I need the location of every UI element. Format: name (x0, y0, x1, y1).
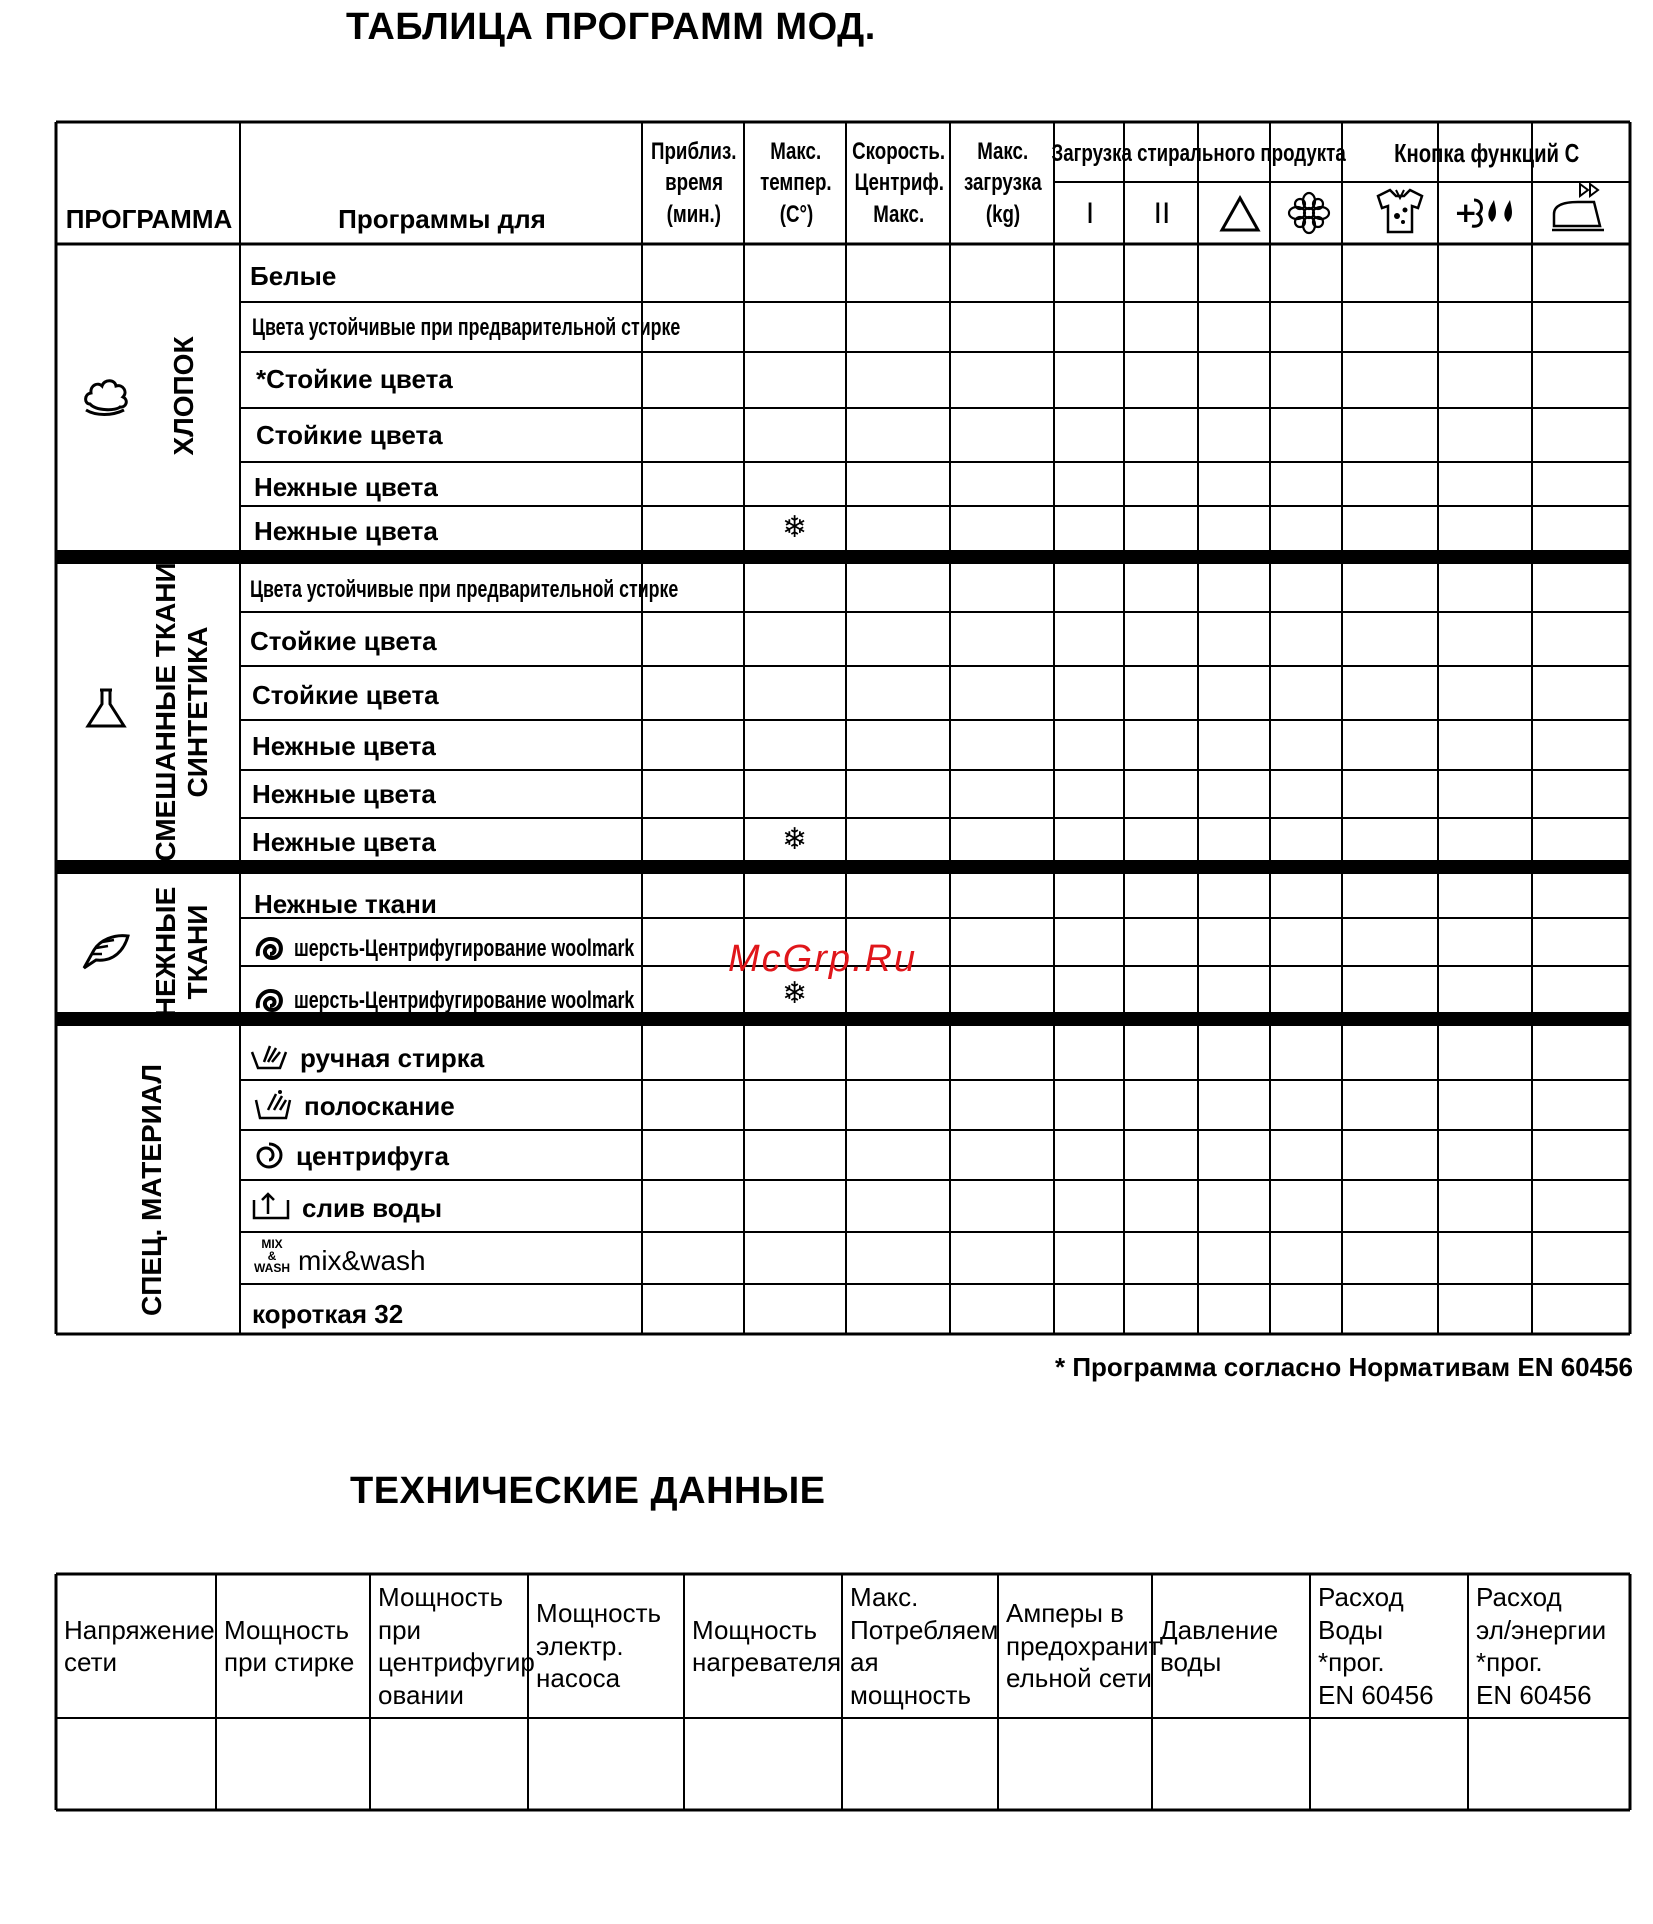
tech-header-line: воды (1160, 1647, 1222, 1677)
tech-header-line: Потребляем (850, 1614, 999, 1645)
tech-header-line: EN 60456 (1318, 1679, 1434, 1710)
tech-header-cell (536, 1574, 680, 1718)
section-synthetics-label: СМЕШАННЫЕ ТКАНИ СИНТЕТИКА (149, 562, 213, 862)
tech-header-line: мощность (850, 1679, 971, 1710)
row-label: Стойкие цвета (252, 679, 439, 710)
tech-table-title: ТЕХНИЧЕСКИЕ ДАННЫЕ (350, 1470, 826, 1512)
tech-header-line: *прог. (1476, 1647, 1543, 1677)
header-max-load: Макс. загрузка (kg) (964, 138, 1042, 228)
tech-header-line: ельной сети (1006, 1663, 1152, 1694)
tech-header-line: при (378, 1614, 422, 1645)
snowflake-icon: ❄ (782, 823, 808, 856)
tech-header-cell (850, 1574, 999, 1718)
tech-header-line: ая (850, 1647, 879, 1677)
tech-header-line: электр. (536, 1630, 624, 1661)
tech-header-line: EN 60456 (1476, 1679, 1592, 1710)
header-max-temp: Макс. темпер. (C°) (760, 138, 832, 228)
tech-header-line: при стирке (224, 1647, 355, 1677)
snowflake-icon: ❄ (782, 511, 808, 544)
tech-header-line: эл/энергии (1476, 1614, 1607, 1645)
tech-header-line: Мощность (692, 1614, 818, 1645)
header-programs-for: Программы для (338, 204, 546, 235)
row-label: Цвета устойчивые при предварительной стирке (252, 314, 681, 341)
row-label: полоскание (304, 1090, 455, 1121)
tech-header-line: Расход (1476, 1582, 1562, 1612)
row-label: Стойкие цвета (256, 419, 443, 450)
header-spin-speed: Скорость. Центриф. Макс. (852, 138, 946, 228)
row-label: Нежные цвета (252, 778, 436, 809)
watermark: McGrp.Ru (728, 938, 918, 980)
tech-header-line: насоса (536, 1663, 621, 1694)
mix-wash-icon: MIX & WASH (254, 1237, 290, 1275)
program-table-title: ТАБЛИЦА ПРОГРАММ МОД. (346, 6, 876, 48)
tech-header-line: Мощность (536, 1598, 662, 1629)
svg-text:+: + (1454, 196, 1478, 229)
tech-header-line: овании (378, 1679, 464, 1710)
tech-header-cell (692, 1574, 842, 1718)
tech-header-cell (1318, 1574, 1464, 1718)
row-label: Нежные ткани (254, 888, 437, 919)
row-label: Цвета устойчивые при предварительной стирке (250, 576, 679, 603)
row-label: Стойкие цвета (250, 625, 437, 656)
tech-header-line: Амперы в (1006, 1598, 1124, 1629)
section-special-label: СПЕЦ. МАТЕРИАЛ (135, 1064, 167, 1316)
header-function-buttons: Кнопка функций С (1394, 138, 1580, 169)
tech-header-cell (1476, 1574, 1626, 1718)
tech-header-line: Макс. (850, 1582, 919, 1612)
row-label: центрифуга (296, 1140, 449, 1171)
tech-header-cell (64, 1574, 215, 1718)
detergent-compartment-ii: II (1153, 196, 1171, 230)
row-label: Нежные цвета (252, 826, 436, 857)
tech-header-cell (224, 1574, 366, 1718)
row-label: шерсть-Центрифугирование woolmark (294, 987, 635, 1014)
tech-header-line: центрифугир (378, 1647, 535, 1677)
row-label: Белые (250, 260, 337, 291)
tech-header-line: Напряжение (64, 1614, 215, 1645)
section-cotton-label: ХЛОПОК (167, 336, 199, 456)
tech-header-cell (1160, 1574, 1306, 1718)
tech-header-line: *прог. (1318, 1647, 1385, 1677)
header-program: ПРОГРАММА (65, 204, 233, 235)
row-label: слив воды (302, 1192, 443, 1223)
row-label: *Стойкие цвета (256, 363, 453, 394)
tech-header-line: Мощность (378, 1582, 504, 1612)
row-label: Нежные цвета (254, 515, 438, 546)
header-approx-time: Приблиз. время (мин.) (651, 138, 737, 228)
tech-header-cell (1006, 1574, 1161, 1718)
tech-header-line: Мощность (224, 1614, 350, 1645)
tech-header-line: сети (64, 1647, 118, 1677)
row-label: короткая 32 (252, 1298, 404, 1329)
tech-header-line: Расход (1318, 1582, 1404, 1612)
snowflake-icon: ❄ (782, 977, 808, 1010)
detergent-compartment-i: I (1085, 196, 1095, 230)
tech-header-line: предохранит (1006, 1630, 1161, 1661)
section-delicates-label: НЕЖНЫЕ ТКАНИ (149, 886, 213, 1018)
footnote: * Программа согласно Нормативам EN 60456 (1054, 1352, 1633, 1382)
tech-header-cell (378, 1574, 535, 1718)
row-label: mix&wash (298, 1245, 426, 1276)
row-label: Нежные цвета (252, 730, 436, 761)
header-detergent-load: Загрузка стирального продукта (1051, 140, 1347, 168)
tech-header-line: Давление (1160, 1614, 1279, 1645)
tech-header-line: нагревателя (692, 1647, 842, 1677)
tech-header-line: Воды (1318, 1614, 1384, 1645)
row-label: Нежные цвета (254, 471, 438, 502)
row-label: шерсть-Центрифугирование woolmark (294, 935, 635, 962)
row-label: ручная стирка (300, 1042, 485, 1073)
